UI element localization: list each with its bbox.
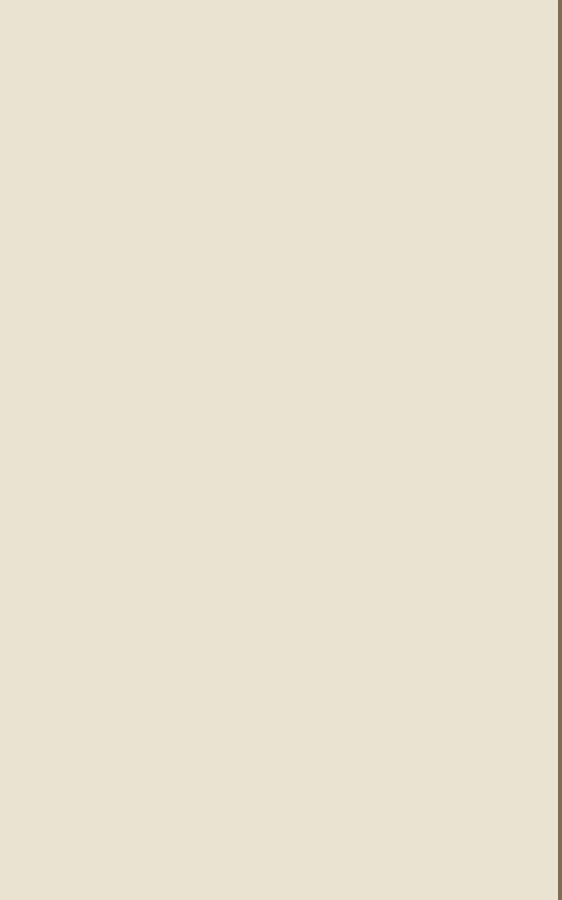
page-edge-shadow bbox=[558, 0, 562, 900]
